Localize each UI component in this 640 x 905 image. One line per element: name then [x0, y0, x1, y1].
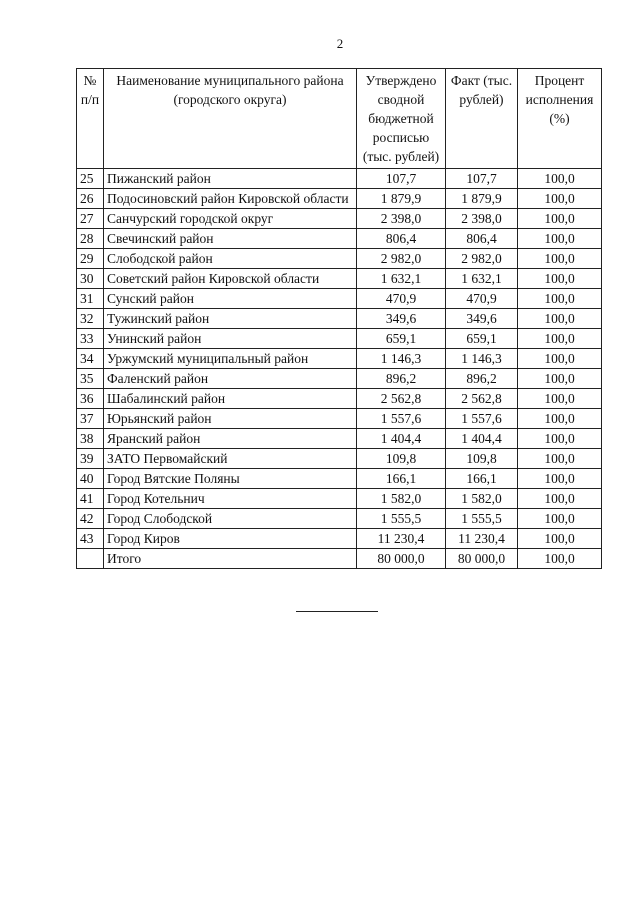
cell-name: Слободской район: [104, 249, 357, 269]
cell-num: [77, 549, 104, 569]
cell-name: Город Слободской: [104, 509, 357, 529]
cell-fact: 806,4: [446, 229, 518, 249]
cell-num: 25: [77, 169, 104, 189]
cell-name: Город Вятские Поляны: [104, 469, 357, 489]
cell-num: 30: [77, 269, 104, 289]
cell-percent: 100,0: [518, 429, 602, 449]
cell-percent: 100,0: [518, 349, 602, 369]
cell-name: Город Киров: [104, 529, 357, 549]
cell-approved: 349,6: [357, 309, 446, 329]
cell-fact: 80 000,0: [446, 549, 518, 569]
cell-percent: 100,0: [518, 209, 602, 229]
cell-num: 28: [77, 229, 104, 249]
cell-percent: 100,0: [518, 549, 602, 569]
cell-num: 39: [77, 449, 104, 469]
cell-percent: 100,0: [518, 389, 602, 409]
cell-name: Подосиновский район Кировской области: [104, 189, 357, 209]
cell-fact: 2 398,0: [446, 209, 518, 229]
cell-percent: 100,0: [518, 509, 602, 529]
cell-num: 34: [77, 349, 104, 369]
cell-percent: 100,0: [518, 529, 602, 549]
cell-fact: 349,6: [446, 309, 518, 329]
cell-percent: 100,0: [518, 229, 602, 249]
header-fact: Факт (тыс. рублей): [446, 69, 518, 169]
cell-percent: 100,0: [518, 369, 602, 389]
cell-percent: 100,0: [518, 189, 602, 209]
cell-fact: 107,7: [446, 169, 518, 189]
cell-fact: 1 555,5: [446, 509, 518, 529]
cell-fact: 1 632,1: [446, 269, 518, 289]
cell-num: 43: [77, 529, 104, 549]
table-row: [77, 509, 602, 529]
cell-approved: 2 398,0: [357, 209, 446, 229]
cell-approved: 806,4: [357, 229, 446, 249]
cell-name: Тужинский район: [104, 309, 357, 329]
cell-num: 40: [77, 469, 104, 489]
table-row: [77, 529, 602, 549]
cell-fact: 1 582,0: [446, 489, 518, 509]
table-row: [77, 469, 602, 489]
cell-approved: 107,7: [357, 169, 446, 189]
cell-num: 38: [77, 429, 104, 449]
header-name: Наименование муниципального района (городского округа): [104, 69, 357, 169]
table-row: [77, 269, 602, 289]
cell-num: 26: [77, 189, 104, 209]
cell-num: 27: [77, 209, 104, 229]
cell-percent: 100,0: [518, 489, 602, 509]
table-row: [77, 449, 602, 469]
cell-name: Шабалинский район: [104, 389, 357, 409]
cell-percent: 100,0: [518, 289, 602, 309]
cell-num: 35: [77, 369, 104, 389]
cell-percent: 100,0: [518, 169, 602, 189]
cell-fact: 659,1: [446, 329, 518, 349]
cell-name: ЗАТО Первомайский: [104, 449, 357, 469]
closing-rule: [296, 611, 378, 612]
cell-fact: 2 562,8: [446, 389, 518, 409]
cell-approved: 896,2: [357, 369, 446, 389]
budget-execution-table: [76, 68, 602, 569]
cell-num: 37: [77, 409, 104, 429]
cell-approved: 109,8: [357, 449, 446, 469]
cell-percent: 100,0: [518, 449, 602, 469]
table-row: [77, 329, 602, 349]
cell-num: 33: [77, 329, 104, 349]
cell-fact: 1 146,3: [446, 349, 518, 369]
cell-fact: 2 982,0: [446, 249, 518, 269]
table-row: [77, 369, 602, 389]
cell-name: Санчурский городской округ: [104, 209, 357, 229]
table-row: [77, 429, 602, 449]
cell-num: 42: [77, 509, 104, 529]
cell-num: 31: [77, 289, 104, 309]
cell-approved: 11 230,4: [357, 529, 446, 549]
table-row: [77, 169, 602, 189]
cell-fact: 896,2: [446, 369, 518, 389]
header-percent: Процент исполнения (%): [518, 69, 602, 169]
cell-name: Советский район Кировской области: [104, 269, 357, 289]
page-number: 2: [336, 36, 344, 51]
cell-num: 32: [77, 309, 104, 329]
cell-approved: 1 557,6: [357, 409, 446, 429]
cell-name: Город Котельнич: [104, 489, 357, 509]
cell-approved: 659,1: [357, 329, 446, 349]
cell-name: Яранский район: [104, 429, 357, 449]
table-row: [77, 189, 602, 209]
table-row: [77, 309, 602, 329]
total-row: [77, 549, 602, 569]
cell-percent: 100,0: [518, 309, 602, 329]
table-row: [77, 229, 602, 249]
cell-approved: 1 582,0: [357, 489, 446, 509]
table-row: [77, 249, 602, 269]
table-row: [77, 209, 602, 229]
cell-fact: 470,9: [446, 289, 518, 309]
cell-num: 36: [77, 389, 104, 409]
cell-approved: 80 000,0: [357, 549, 446, 569]
table-body: [77, 169, 602, 569]
cell-percent: 100,0: [518, 409, 602, 429]
cell-approved: 1 632,1: [357, 269, 446, 289]
cell-name: Фаленский район: [104, 369, 357, 389]
cell-fact: 166,1: [446, 469, 518, 489]
cell-name: Итого: [104, 549, 357, 569]
table-header-row: [77, 69, 602, 169]
cell-percent: 100,0: [518, 249, 602, 269]
cell-name: Унинский район: [104, 329, 357, 349]
table-row: [77, 289, 602, 309]
cell-approved: 2 982,0: [357, 249, 446, 269]
cell-fact: 1 879,9: [446, 189, 518, 209]
cell-approved: 1 404,4: [357, 429, 446, 449]
table-row: [77, 349, 602, 369]
cell-name: Юрьянский район: [104, 409, 357, 429]
cell-percent: 100,0: [518, 469, 602, 489]
cell-percent: 100,0: [518, 269, 602, 289]
cell-approved: 1 146,3: [357, 349, 446, 369]
cell-name: Сунский район: [104, 289, 357, 309]
cell-name: Свечинский район: [104, 229, 357, 249]
cell-approved: 1 555,5: [357, 509, 446, 529]
table-row: [77, 389, 602, 409]
cell-approved: 1 879,9: [357, 189, 446, 209]
cell-num: 41: [77, 489, 104, 509]
cell-fact: 11 230,4: [446, 529, 518, 549]
table-row: [77, 409, 602, 429]
cell-percent: 100,0: [518, 329, 602, 349]
cell-approved: 470,9: [357, 289, 446, 309]
header-approved: Утверждено сводной бюджетной росписью (тыс. рублей): [357, 69, 446, 169]
cell-fact: 1 404,4: [446, 429, 518, 449]
cell-num: 29: [77, 249, 104, 269]
cell-name: Пижанский район: [104, 169, 357, 189]
table-row: [77, 489, 602, 509]
header-num: № п/п: [77, 69, 104, 169]
cell-approved: 166,1: [357, 469, 446, 489]
cell-fact: 109,8: [446, 449, 518, 469]
cell-fact: 1 557,6: [446, 409, 518, 429]
cell-approved: 2 562,8: [357, 389, 446, 409]
cell-name: Уржумский муниципальный район: [104, 349, 357, 369]
